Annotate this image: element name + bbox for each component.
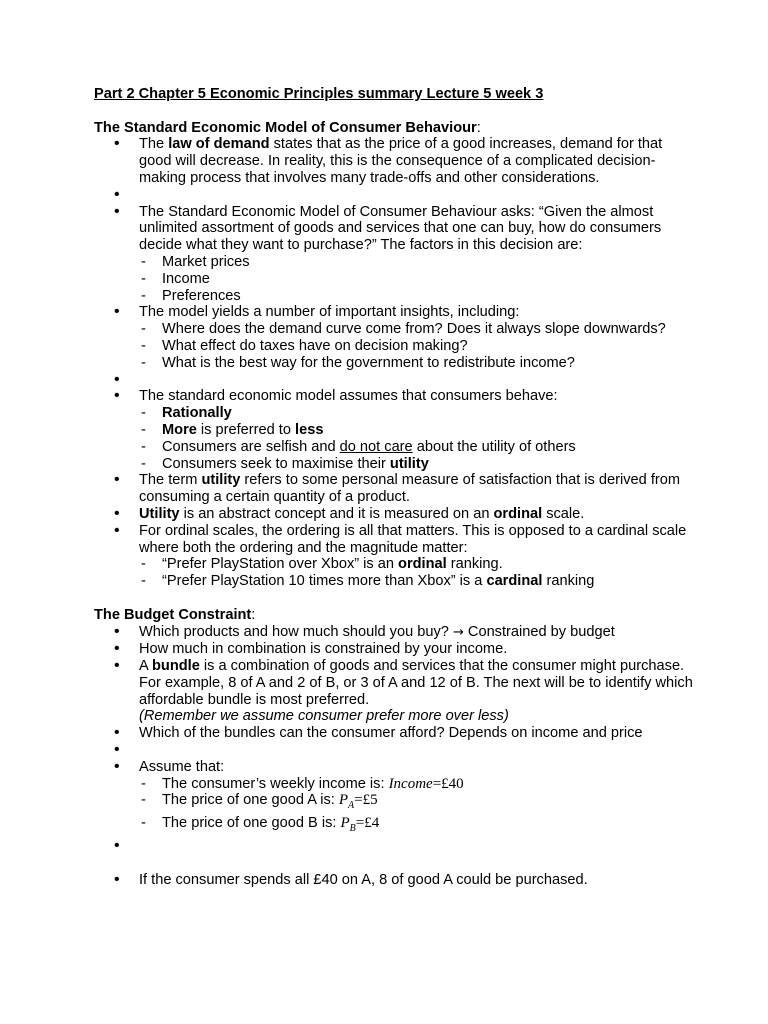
bullet-afford: • Which of the bundles can the consumer afford? Depends on income and price	[94, 725, 694, 742]
list-item: - What is the best way for the government to redistribute income?	[139, 355, 694, 372]
math-variable: P	[340, 815, 350, 832]
list-item: - What effect do taxes have on decision making?	[139, 338, 694, 355]
heading-colon: :	[251, 606, 256, 623]
bullet-which-products	[94, 624, 694, 642]
text-span: scale.	[542, 505, 585, 522]
bold-term: bundle	[151, 658, 200, 675]
spacer	[94, 187, 694, 204]
math-subscript: A	[348, 800, 355, 812]
bold-term: cardinal	[486, 573, 543, 590]
list-item	[139, 439, 694, 456]
spacer	[94, 103, 694, 120]
text-span: Consumers are selfish and	[162, 438, 340, 455]
spacer	[94, 590, 694, 607]
text-span: is a combination of goods and services that the consumer might purchase. For example, 8 of A and 2 of B, or 3 of A and 12 of B. The next will be to identify which affordable bundle is most preferred.	[139, 658, 693, 708]
text-span: refers to some personal measure of satisfaction that is derived from consuming a certain quantity of a product.	[139, 472, 681, 506]
document-title: Part 2 Chapter 5 Economic Principles summary Lecture 5 week 3	[94, 86, 544, 102]
math-value: =£40	[432, 775, 464, 792]
bold-term: More	[162, 421, 197, 438]
bullet-model-insights	[94, 304, 694, 371]
text-span: ranking.	[446, 556, 503, 573]
text-span: “Prefer PlayStation over Xbox” is an	[162, 556, 399, 573]
list-item	[139, 556, 694, 573]
text-span: “Prefer PlayStation 10 times more than Xbox” is a	[162, 573, 487, 590]
spacer	[94, 372, 694, 389]
text-span: about the utility of others	[412, 438, 576, 455]
section-heading-budget-constraint	[94, 607, 694, 624]
text-span: is an abstract concept and it is measured on an	[179, 505, 494, 522]
math-value: =£4	[355, 815, 380, 832]
text-span: states that as the price of a good increases, demand for that good will decrease. In reality, this is the consequence of a complicated decision-making process that involves many trade-offs and other considerations.	[139, 136, 663, 186]
text-span: The standard economic model assumes that consumers behave:	[139, 388, 558, 405]
bold-term: ordinal	[398, 556, 447, 573]
bullet-utility-ordinal	[94, 506, 694, 523]
text-span: Assume that:	[139, 758, 225, 775]
list-item	[139, 405, 694, 422]
bullet-ordinal-scales	[94, 523, 694, 590]
bullet-utility-definition	[94, 472, 694, 506]
math-value: =£5	[354, 792, 378, 809]
list-item: - Preferences	[139, 288, 694, 305]
list-item: - Where does the demand curve come from? Does it always slope downwards?	[139, 321, 694, 338]
heading-text: The Budget Constraint	[94, 606, 252, 623]
math-expression	[338, 792, 378, 812]
assumption-list	[139, 405, 694, 472]
text-span: The consumer’s weekly income is:	[162, 775, 389, 792]
heading-text: The Standard Economic Model of Consumer Behaviour	[94, 119, 477, 136]
factor-list	[139, 254, 694, 304]
bold-term: less	[295, 421, 324, 438]
math-subscript: B	[349, 823, 356, 835]
italic-note: (Remember we assume consumer prefer more over less)	[139, 708, 509, 725]
bullet-assume	[94, 759, 694, 838]
text-span: ranking	[542, 573, 595, 590]
bullet-combination: • How much in combination is constrained by your income.	[94, 641, 694, 658]
underlined-term: do not care	[339, 438, 413, 455]
list-item: - Market prices	[139, 254, 694, 271]
text-span: A	[139, 658, 152, 675]
math-variable: Income	[388, 775, 433, 792]
list-item	[139, 776, 694, 793]
section-heading-consumer-model	[94, 120, 694, 137]
list-item	[139, 815, 694, 838]
bullet-law-of-demand	[94, 136, 694, 186]
text-span: Consumers seek to maximise their	[162, 455, 390, 472]
bold-term: Rationally	[162, 405, 232, 422]
budget-constraint-list	[94, 624, 694, 889]
list-item	[139, 456, 694, 473]
math-expression	[340, 815, 380, 835]
text-span: Constrained by budget	[463, 623, 615, 640]
math-expression	[389, 776, 464, 792]
text-span: For ordinal scales, the ordering is all that matters. This is opposed to a cardinal scale where both the ordering and the magnitude matter:	[139, 522, 687, 556]
text-span: Which products and how much should you buy?	[139, 623, 453, 640]
consumer-model-list	[94, 136, 694, 590]
spacer	[94, 742, 694, 759]
text-span: The price of one good B is:	[162, 815, 341, 832]
document-page	[94, 86, 694, 888]
right-arrow-icon: →	[452, 624, 464, 640]
bold-term: utility	[389, 455, 429, 472]
bullet-model-asks	[94, 204, 694, 305]
bullet-assumptions	[94, 388, 694, 472]
scale-example-list	[139, 556, 694, 590]
bold-term: Utility	[139, 505, 180, 522]
bold-term: ordinal	[493, 505, 543, 522]
spacer	[94, 838, 694, 872]
bullet-spend-all: • If the consumer spends all £40 on A, 8 of good A could be purchased.	[94, 872, 694, 889]
text-span: The term	[139, 472, 202, 489]
math-variable: P	[338, 792, 349, 809]
list-item	[139, 792, 694, 815]
insight-list	[139, 321, 694, 371]
bullet-bundle	[94, 658, 694, 725]
list-item: - Income	[139, 271, 694, 288]
text-span: The model yields a number of important insights, including:	[139, 304, 520, 321]
bold-term: law of demand	[168, 136, 270, 153]
bold-term: utility	[201, 472, 241, 489]
text-span: The Standard Economic Model of Consumer Behaviour asks: “Given the almost unlimited assortment of goods and services that one can buy, how do consumers decide what they want to purchase?” The factors in this decision are:	[139, 203, 662, 254]
text-span: The price of one good A is:	[162, 792, 339, 809]
heading-colon: :	[476, 119, 481, 136]
list-item	[139, 422, 694, 439]
text-span: The	[139, 136, 169, 153]
text-span: is preferred to	[196, 421, 296, 438]
list-item	[139, 573, 694, 590]
assume-list	[139, 776, 694, 838]
